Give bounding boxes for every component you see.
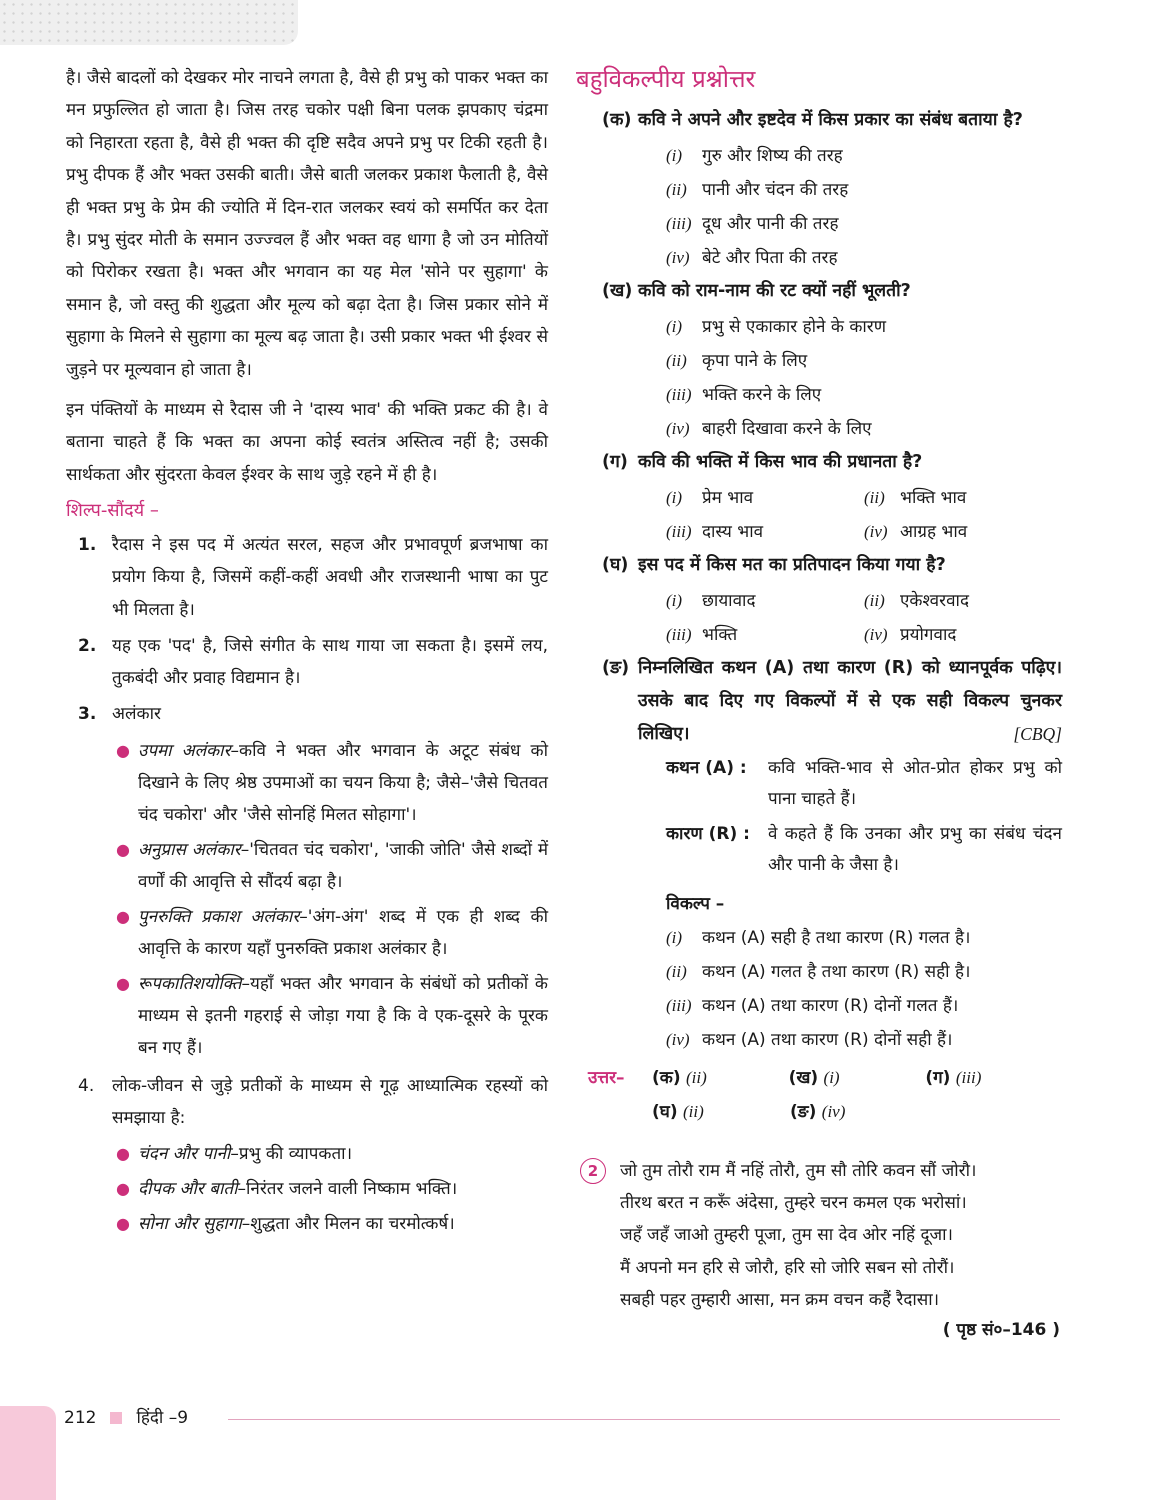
alankar-text: –'चितवत चंद चकोरा', 'जाकी जोति' जैसे शब्दों में वर्णों की आवृत्ति से सौंदर्य बढ़ा है। xyxy=(138,839,548,892)
corner-dot-pattern xyxy=(0,0,298,45)
option-text: भक्ति xyxy=(702,625,738,645)
left-column xyxy=(66,62,548,1243)
alankar-term: अनुप्रास अलंकार xyxy=(138,839,241,860)
answer-label: उत्तर– xyxy=(588,1068,625,1088)
vikalp-label: विकल्प – xyxy=(666,894,725,914)
option xyxy=(580,989,1062,1023)
option-number: (iii) xyxy=(666,214,692,233)
point-number: 2. xyxy=(78,635,97,656)
bullet-icon: ● xyxy=(116,740,130,760)
question-gha xyxy=(580,549,1062,582)
page-number: 212 xyxy=(64,1408,97,1428)
question-text: कवि को राम-नाम की रट क्यों नहीं भूलती? xyxy=(638,281,911,301)
option-number: (ii) xyxy=(864,488,885,507)
bullet-icon: ● xyxy=(116,839,130,859)
option-text: कथन (A) तथा कारण (R) दोनों सही हैं। xyxy=(702,1030,953,1050)
option xyxy=(580,921,1062,955)
footer-color-block xyxy=(0,1406,56,1500)
option-number: (iv) xyxy=(666,419,690,438)
question-kha xyxy=(580,275,1062,308)
option xyxy=(580,955,1062,989)
answer-option: (iii) xyxy=(955,1068,982,1087)
option xyxy=(864,481,1062,515)
poem-block xyxy=(580,1155,1062,1316)
option xyxy=(580,241,1062,275)
footer-rule xyxy=(228,1419,1060,1420)
option xyxy=(580,1023,1062,1057)
poem-line: मैं अपनो मन हरि से जोरौ, हरि सो जोरि सबन सो तोरौं। xyxy=(620,1257,955,1278)
mcq-heading: बहुविकल्पीय प्रश्नोत्तर xyxy=(576,65,756,93)
option-text: छायावाद xyxy=(702,591,756,611)
alankar-item xyxy=(66,735,548,831)
option-number: (i) xyxy=(666,928,683,947)
shilp-saundarya-heading: शिल्प-सौंदर्य – xyxy=(66,500,159,522)
kathan-label: कथन (A) : xyxy=(666,758,747,778)
option-number: (i) xyxy=(666,146,683,165)
option-text: कथन (A) तथा कारण (R) दोनों गलत हैं। xyxy=(702,996,959,1016)
alankar-term: पुनरुक्ति प्रकाश अलंकार xyxy=(138,906,300,927)
answer-item xyxy=(652,1095,790,1129)
alankar-term: रूपकातिशयोक्ति xyxy=(138,973,242,994)
option-row xyxy=(580,584,1062,618)
question-ga xyxy=(580,446,1062,479)
symbol-term: सोना और सुहागा xyxy=(138,1213,242,1234)
option xyxy=(666,584,864,618)
answer-block xyxy=(580,1061,1062,1129)
question-label: (ङ) xyxy=(602,658,630,678)
option xyxy=(580,173,1062,207)
option xyxy=(864,515,1062,549)
option-text: दास्य भाव xyxy=(702,522,764,542)
option xyxy=(864,618,1062,652)
explanation-paragraph-2: इन पंक्तियों के माध्यम से रैदास जी ने 'दास्य भाव' की भक्ति प्रकट की है। वे बताना चाहते हैं कि भक्त का अपना कोई स्वतंत्र अस्तित्व नहीं है; उसकी सार्थकता और सुंदरता केवल ईश्वर के साथ जुड़े रहने में ही है। xyxy=(66,400,548,485)
option xyxy=(666,618,864,652)
option-row xyxy=(580,618,1062,652)
question-ka xyxy=(580,104,1062,137)
question-text: इस पद में किस मत का प्रतिपादन किया गया है? xyxy=(638,555,946,575)
answer-option: (ii) xyxy=(686,1068,707,1087)
symbol-term: दीपक और बाती xyxy=(138,1178,238,1199)
answer-row xyxy=(580,1095,1062,1129)
question-text: निम्नलिखित कथन (A) तथा कारण (R) को ध्यानपूर्वक पढ़िए। उसके बाद दिए गए विकल्पों में से एक सही विकल्प चुनकर लिखिए। xyxy=(638,658,1062,744)
answer-question: (क) xyxy=(652,1068,681,1088)
answer-row xyxy=(580,1061,1062,1095)
point-text: रैदास ने इस पद में अत्यंत सरल, सहज और प्रभावपूर्ण ब्रजभाषा का प्रयोग किया है, जिसमें कहीं-कहीं अवधी और राजस्थानी भाषा का पुट भी मिलता है। xyxy=(112,535,548,620)
alankar-item xyxy=(66,834,548,898)
poem-line: जो तुम तोरौ राम मैं नहिं तोरौ, तुम सौ तोरि कवन सौं जोरौ। xyxy=(620,1161,977,1181)
option xyxy=(580,412,1062,446)
alankar-item xyxy=(66,901,548,965)
answer-question: (ग) xyxy=(925,1068,951,1088)
point-3 xyxy=(66,698,548,730)
question-label: (क) xyxy=(602,110,632,130)
option-text: बाहरी दिखावा करने के लिए xyxy=(702,419,872,439)
option xyxy=(580,378,1062,412)
option-text: आग्रह भाव xyxy=(900,522,968,542)
option-text: प्रभु से एकाकार होने के कारण xyxy=(702,317,887,337)
option-number: (iv) xyxy=(666,248,690,267)
alankar-term: उपमा अलंकार xyxy=(138,740,231,761)
option-number: (iii) xyxy=(666,522,692,541)
option-text: प्रेम भाव xyxy=(702,488,754,508)
option-number: (i) xyxy=(666,591,683,610)
option-text: दूध और पानी की तरह xyxy=(702,214,839,234)
alankar-text: –'अंग-अंग' शब्द में एक ही शब्द की आवृत्ति के कारण यहाँ पुनरुक्ति प्रकाश अलंकार है। xyxy=(138,906,549,959)
option-text: कृपा पाने के लिए xyxy=(702,351,808,371)
answer-question: (ख) xyxy=(788,1068,819,1088)
page-footer xyxy=(64,1404,188,1432)
question-text: कवि ने अपने और इष्टदेव में किस प्रकार का संबंध बताया है? xyxy=(638,110,1023,130)
subject-label: हिंदी –9 xyxy=(136,1408,189,1428)
point-text: यह एक 'पद' है, जिसे संगीत के साथ गाया जा सकता है। इसमें लय, तुकबंदी और प्रवाह विद्यमान है। xyxy=(112,635,548,689)
option-number: (ii) xyxy=(864,591,885,610)
question-label: (घ) xyxy=(602,555,629,575)
alankar-text: –कवि ने भक्त और भगवान के अटूट संबंध को दिखाने के लिए श्रेष्ठ उपमाओं का चयन किया है; जैसे–'जैसे चितवत चंद चकोरा' और 'जैसे सोनहिं मिलत सोहागा'। xyxy=(138,740,549,825)
point-number: 1. xyxy=(78,535,97,556)
poem-line: जहँ जहँ जाओ तुम्हरी पूजा, तुम सा देव ओर नहिं दूजा। xyxy=(620,1225,953,1246)
option-text: कथन (A) गलत है तथा कारण (R) सही है। xyxy=(702,962,971,982)
poem-line: सबही पहर तुम्हारी आसा, मन क्रम वचन कहैं रैदासा। xyxy=(620,1289,940,1310)
point-text: अलंकार xyxy=(112,704,161,725)
option-number: (i) xyxy=(666,488,683,507)
answer-item xyxy=(652,1061,789,1095)
question-nga xyxy=(580,652,1062,751)
kathan-text: कवि भक्ति-भाव से ओत-प्रोत होकर प्रभु को पाना चाहते हैं। xyxy=(768,758,1062,809)
symbol-item xyxy=(66,1138,548,1170)
option-row xyxy=(580,481,1062,515)
answer-option: (iv) xyxy=(821,1102,846,1121)
option-number: (iv) xyxy=(864,522,888,541)
point-number: 4. xyxy=(78,1075,95,1096)
cbq-tag: [CBQ] xyxy=(1013,724,1062,744)
kathan-row xyxy=(580,753,1062,815)
alankar-text: –यहाँ भक्त और भगवान के संबंधों को प्रतीकों के माध्यम से इतनी गहराई से जोड़ा गया है कि वे एक-दूसरे के पूरक बन गए हैं। xyxy=(138,973,548,1058)
answer-item xyxy=(925,1061,1062,1095)
option xyxy=(666,515,864,549)
option-text: पानी और चंदन की तरह xyxy=(702,180,849,200)
point-text: लोक-जीवन से जुड़े प्रतीकों के माध्यम से गूढ़ आध्यात्मिक रहस्यों को समझाया है: xyxy=(112,1075,548,1128)
option-number: (iv) xyxy=(666,1030,690,1049)
bullet-icon: ● xyxy=(116,1143,130,1163)
option-number: (iii) xyxy=(666,625,692,644)
option xyxy=(666,481,864,515)
poem-number-badge: 2 xyxy=(580,1158,606,1184)
option xyxy=(580,310,1062,344)
answer-item xyxy=(790,1095,928,1129)
bullet-icon: ● xyxy=(116,1213,130,1233)
poem-line: तीरथ बरत न करूँ अंदेसा, तुम्हरे चरन कमल एक भरोसां। xyxy=(620,1193,967,1214)
option xyxy=(580,207,1062,241)
karan-row xyxy=(580,819,1062,881)
symbol-text: –प्रभु की व्यापकता। xyxy=(230,1143,353,1164)
bullet-icon: ● xyxy=(116,1178,130,1198)
option xyxy=(580,344,1062,378)
option-number: (iii) xyxy=(666,996,692,1015)
option-text: बेटे और पिता की तरह xyxy=(702,248,838,268)
option-text: कथन (A) सही है तथा कारण (R) गलत है। xyxy=(702,928,971,948)
symbol-text: –शुद्धता और मिलन का चरमोत्कर्ष। xyxy=(241,1213,455,1234)
point-2 xyxy=(66,630,548,694)
option-text: गुरु और शिष्य की तरह xyxy=(702,146,843,166)
question-text: कवि की भक्ति में किस भाव की प्रधानता है? xyxy=(638,452,923,472)
square-icon xyxy=(110,1412,122,1424)
explanation-paragraph-1: है। जैसे बादलों को देखकर मोर नाचने लगता है, वैसे ही प्रभु को पाकर भक्त का मन प्रफुल्लित हो जाता है। जिस तरह चकोर पक्षी बिना पलक झपकाए चंद्रमा को निहारता रहता है, वैसे ही भक्त की दृष्टि सदैव अपने प्रभु पर टिकी रहती है। प्रभु दीपक हैं और भक्त उसकी बाती। जैसे बाती जलकर प्रकाश फैलाती है, वैसे ही भक्त प्रभु के प्रेम की ज्योति में दिन-रात जलकर स्वयं को समर्पित कर देता है। प्रभु सुंदर मोती के समान उज्ज्वल हैं और भक्त वह धागा है जो उन मोतियों को पिरोकर रखता है। भक्त और भगवान का यह मेल 'सोने पर सुहागा' के समान है, जो वस्तु की शुद्धता और मूल्य को बढ़ा देता है। जिस प्रकार सोने में सुहागा के मिलने से सुहागा का मूल्य बढ़ जाता है। उसी प्रकार भक्त भी ईश्वर से जुड़ने पर मूल्यवान हो जाता है। xyxy=(66,68,548,380)
alankar-item xyxy=(66,968,548,1064)
symbol-text: –निरंतर जलने वाली निष्काम भक्ति। xyxy=(237,1178,458,1199)
point-number: 3. xyxy=(78,704,97,725)
question-label: (ख) xyxy=(602,281,633,301)
point-4 xyxy=(66,1070,548,1134)
answer-question: (ङ) xyxy=(790,1102,817,1122)
point-1 xyxy=(66,529,548,626)
question-label: (ग) xyxy=(602,452,628,472)
option-text: भक्ति भाव xyxy=(900,488,967,508)
option-number: (i) xyxy=(666,317,683,336)
bullet-icon: ● xyxy=(116,906,130,926)
symbol-item xyxy=(66,1208,548,1240)
option xyxy=(864,584,1062,618)
option-number: (ii) xyxy=(666,962,687,981)
option-number: (ii) xyxy=(666,351,687,370)
bullet-icon: ● xyxy=(116,973,130,993)
option-number: (ii) xyxy=(666,180,687,199)
option-number: (iv) xyxy=(864,625,888,644)
option-text: भक्ति करने के लिए xyxy=(702,385,822,405)
symbol-item xyxy=(66,1173,548,1205)
answer-option: (ii) xyxy=(683,1102,704,1121)
page-reference: ( पृष्ठ सं०–146 ) xyxy=(942,1320,1060,1341)
right-column xyxy=(576,62,1062,1344)
option xyxy=(580,139,1062,173)
symbol-term: चंदन और पानी xyxy=(138,1143,231,1164)
answer-question: (घ) xyxy=(652,1102,678,1122)
answer-option: (i) xyxy=(823,1068,840,1087)
karan-label: कारण (R) : xyxy=(666,824,750,844)
karan-text: वे कहते हैं कि उनका और प्रभु का संबंध चंदन और पानी के जैसा है। xyxy=(768,824,1062,875)
option-number: (iii) xyxy=(666,385,692,404)
answer-item xyxy=(789,1061,926,1095)
option-text: प्रयोगवाद xyxy=(900,625,957,645)
option-text: एकेश्वरवाद xyxy=(900,591,969,611)
option-row xyxy=(580,515,1062,549)
